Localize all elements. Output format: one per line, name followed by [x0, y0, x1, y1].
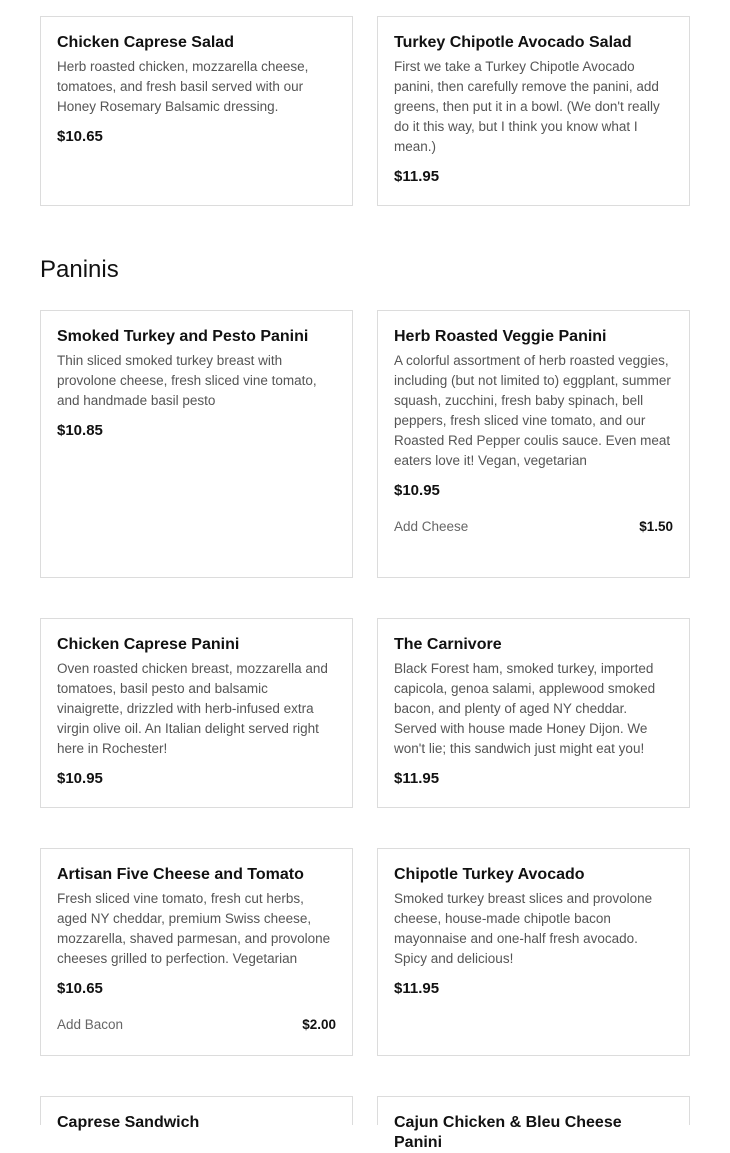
item-name: The Carnivore: [394, 636, 502, 653]
menu-item-card[interactable]: [377, 848, 690, 1056]
item-name: Chicken Caprese Panini: [57, 636, 240, 653]
item-description: Smoked turkey breast slices and provolone cheese, house-made chipotle bacon mayonnaise and one-half fresh avocado. Spicy and delicious!: [394, 891, 653, 966]
item-price: $11.95: [394, 168, 440, 185]
menu-item-card[interactable]: [40, 16, 353, 206]
menu-item-card[interactable]: [377, 310, 690, 578]
menu-item-card[interactable]: [377, 618, 690, 808]
item-description: A colorful assortment of herb roasted veggies, including (but not limited to) eggplant, summer squash, zucchini, fresh baby spinach, bell peppers, fresh sliced vine tomato, and our Roasted Red Pepper coulis sauce. Even meat eaters love it! Vegan, vegetarian: [394, 353, 671, 468]
addon-label: Add Bacon: [57, 1017, 124, 1032]
item-price: $11.95: [394, 980, 440, 997]
item-price: $10.65: [57, 980, 103, 997]
menu-item-card[interactable]: [40, 1096, 353, 1131]
item-price: $10.95: [57, 770, 103, 787]
item-name: Artisan Five Cheese and Tomato: [57, 866, 304, 883]
item-description: Black Forest ham, smoked turkey, imported capicola, genoa salami, applewood smoked bacon, and plenty of aged NY cheddar. Served with house made Honey Dijon. We won't lie; this sandwich just might eat you!: [394, 661, 656, 756]
item-name: Smoked Turkey and Pesto Panini: [57, 328, 309, 345]
addon-price: $1.50: [639, 519, 673, 534]
item-description: First we take a Turkey Chipotle Avocado panini, then carefully remove the panini, add greens, then put it in a bowl. (We don't really do it this way, but I think you know what I mean.): [394, 59, 660, 154]
item-name: Herb Roasted Veggie Panini: [394, 328, 607, 345]
addon-option[interactable]: [57, 1015, 336, 1035]
item-price: $10.85: [57, 422, 103, 439]
item-name: Cajun Chicken & Bleu Cheese Panini: [394, 1114, 622, 1151]
menu-item-card[interactable]: [377, 16, 690, 206]
item-description: Fresh sliced vine tomato, fresh cut herbs, aged NY cheddar, premium Swiss cheese, mozzarella, shaved parmesan, and provolone cheeses grilled to perfection. Vegetarian: [57, 891, 331, 966]
menu-item-card[interactable]: [377, 1096, 690, 1151]
item-price: $11.95: [394, 770, 440, 787]
item-description: Herb roasted chicken, mozzarella cheese, tomatoes, and fresh basil served with our Honey Rosemary Balsamic dressing.: [57, 59, 309, 114]
item-price: $10.95: [394, 482, 440, 499]
menu-item-card[interactable]: [40, 618, 353, 808]
item-description: Oven roasted chicken breast, mozzarella and tomatoes, basil pesto and balsamic vinaigrette, drizzled with herb-infused extra virgin olive oil. An Italian delight served right here in Rochester!: [57, 661, 328, 756]
section-title-paninis: Paninis: [40, 256, 119, 283]
menu-item-card[interactable]: [40, 310, 353, 578]
item-description: Thin sliced smoked turkey breast with provolone cheese, fresh sliced vine tomato, and handmade basil pesto: [57, 353, 317, 408]
addon-price: $2.00: [302, 1017, 336, 1032]
item-name: Chipotle Turkey Avocado: [394, 866, 585, 883]
item-name: Turkey Chipotle Avocado Salad: [394, 34, 632, 51]
item-name: Caprese Sandwich: [57, 1114, 200, 1131]
addon-label: Add Cheese: [394, 519, 469, 534]
addon-option[interactable]: [394, 517, 673, 537]
item-name: Chicken Caprese Salad: [57, 34, 234, 51]
item-price: $10.65: [57, 128, 103, 145]
menu-item-card[interactable]: [40, 848, 353, 1056]
